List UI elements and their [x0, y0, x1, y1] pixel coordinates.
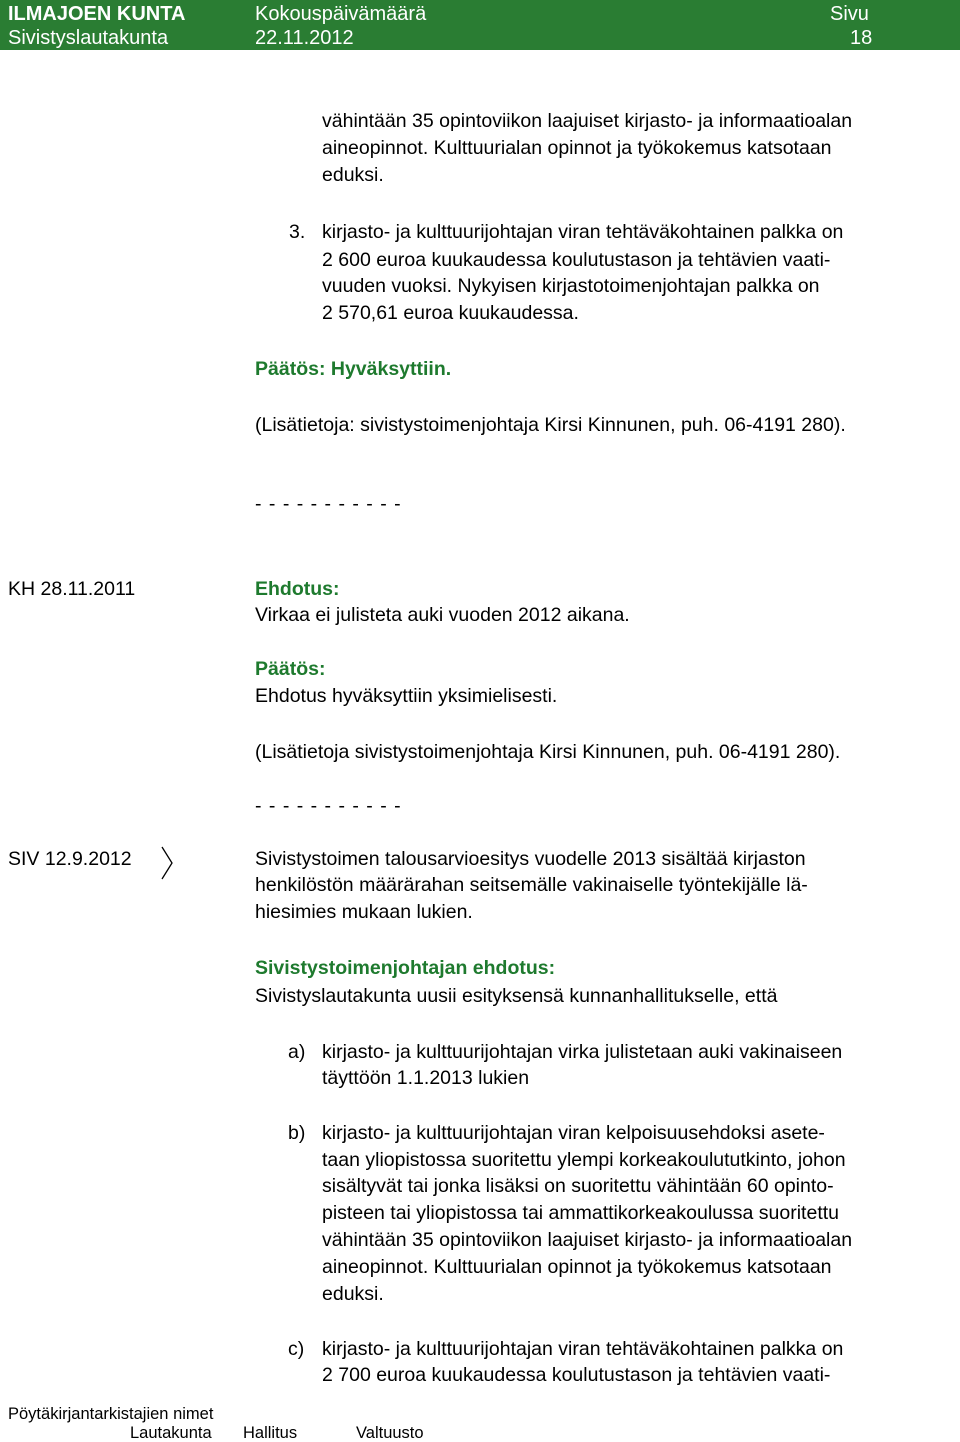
intro-line: henkilöstön määrärahan seitsemälle vakinaiselle työntekijälle lä- — [255, 874, 808, 896]
item-3-line: 2 570,61 euroa kuukaudessa. — [322, 302, 579, 324]
list-item-b-line: taan yliopistossa suoritettu ylempi korkeakoulututkinto, johon — [322, 1149, 846, 1171]
list-item-a-line: täyttöön 1.1.2013 lukien — [322, 1067, 530, 1089]
list-item-b-line: kirjasto- ja kulttuurijohtajan viran kelpoisuusehdoksi asete- — [322, 1122, 825, 1144]
proposal-text: Virkaa ei julisteta auki vuoden 2012 aikana. — [255, 604, 630, 626]
list-item-b-line: sisältyvät tai jonka lisäksi on suoritettu vähintään 60 opinto- — [322, 1175, 834, 1197]
list-item-c-line: 2 700 euroa kuukaudessa koulutustason ja tehtävien vaati- — [322, 1364, 831, 1386]
separator: - - - - - - - - - - - — [255, 493, 402, 515]
list-item-a-line: kirjasto- ja kulttuurijohtajan virka julistetaan auki vakinaiseen — [322, 1041, 843, 1063]
item-3-line: kirjasto- ja kulttuurijohtajan viran tehtäväkohtainen palkka on — [322, 221, 844, 243]
bracket-mark — [160, 845, 174, 885]
list-marker-b: b) — [288, 1122, 306, 1144]
municipality-name: ILMAJOEN KUNTA — [8, 3, 186, 25]
footer-title: Pöytäkirjantarkistajien nimet — [8, 1405, 214, 1423]
committee-name: Sivistyslautakunta — [8, 27, 169, 49]
proposal-heading: Ehdotus: — [255, 578, 340, 600]
contact-info: (Lisätietoja: sivistystoimenjohtaja Kirsi Kinnunen, puh. 06-4191 280). — [255, 414, 846, 436]
cont-line: vähintään 35 opintoviikon laajuiset kirjasto- ja informaatioalan — [322, 110, 853, 132]
footer-column-government: Hallitus — [243, 1424, 298, 1442]
list-marker-a: a) — [288, 1041, 306, 1063]
list-item-b-line: pisteen tai yliopistossa tai ammattikorkeakoulussa suoritettu — [322, 1202, 839, 1224]
list-item-b-line: aineopinnot. Kulttuurialan opinnot ja työkokemus katsotaan — [322, 1256, 832, 1278]
proposal-intro: Sivistyslautakunta uusii esityksensä kunnanhallitukselle, että — [255, 985, 778, 1007]
date-label: Kokouspäivämäärä — [255, 3, 427, 25]
footer-column-council: Valtuusto — [356, 1424, 424, 1442]
proposal-heading: Sivistystoimenjohtajan ehdotus: — [255, 957, 556, 979]
cont-line: eduksi. — [322, 164, 384, 186]
separator: - - - - - - - - - - - — [255, 795, 402, 817]
meeting-date: 22.11.2012 — [255, 27, 354, 49]
list-item-b-line: eduksi. — [322, 1283, 384, 1305]
cont-line: aineopinnot. Kulttuurialan opinnot ja työkokemus katsotaan — [322, 137, 832, 159]
siv-reference: SIV 12.9.2012 — [8, 848, 132, 870]
intro-line: hiesimies mukaan lukien. — [255, 901, 473, 923]
kh-reference: KH 28.11.2011 — [8, 578, 136, 600]
page-header — [0, 0, 960, 50]
list-item-b-line: vähintään 35 opintoviikon laajuiset kirjasto- ja informaatioalan — [322, 1229, 853, 1251]
page-number: 18 — [850, 27, 873, 49]
decision-approved: Päätös: Hyväksyttiin. — [255, 358, 452, 380]
decision-heading: Päätös: — [255, 658, 326, 680]
item-3-line: 2 600 euroa kuukaudessa koulutustason ja tehtävien vaati- — [322, 249, 831, 271]
page-label: Sivu — [830, 3, 869, 25]
footer-column-board: Lautakunta — [130, 1424, 212, 1442]
intro-line: Sivistystoimen talousarvioesitys vuodelle 2013 sisältää kirjaston — [255, 848, 806, 870]
list-item-c-line: kirjasto- ja kulttuurijohtajan viran tehtäväkohtainen palkka on — [322, 1338, 844, 1360]
decision-text: Ehdotus hyväksyttiin yksimielisesti. — [255, 685, 558, 707]
list-marker-c: c) — [288, 1338, 305, 1360]
item-3-line: vuuden vuoksi. Nykyisen kirjastotoimenjohtajan palkka on — [322, 275, 820, 297]
item-3-number: 3. — [289, 221, 306, 243]
contact-info: (Lisätietoja sivistystoimenjohtaja Kirsi Kinnunen, puh. 06-4191 280). — [255, 741, 841, 763]
